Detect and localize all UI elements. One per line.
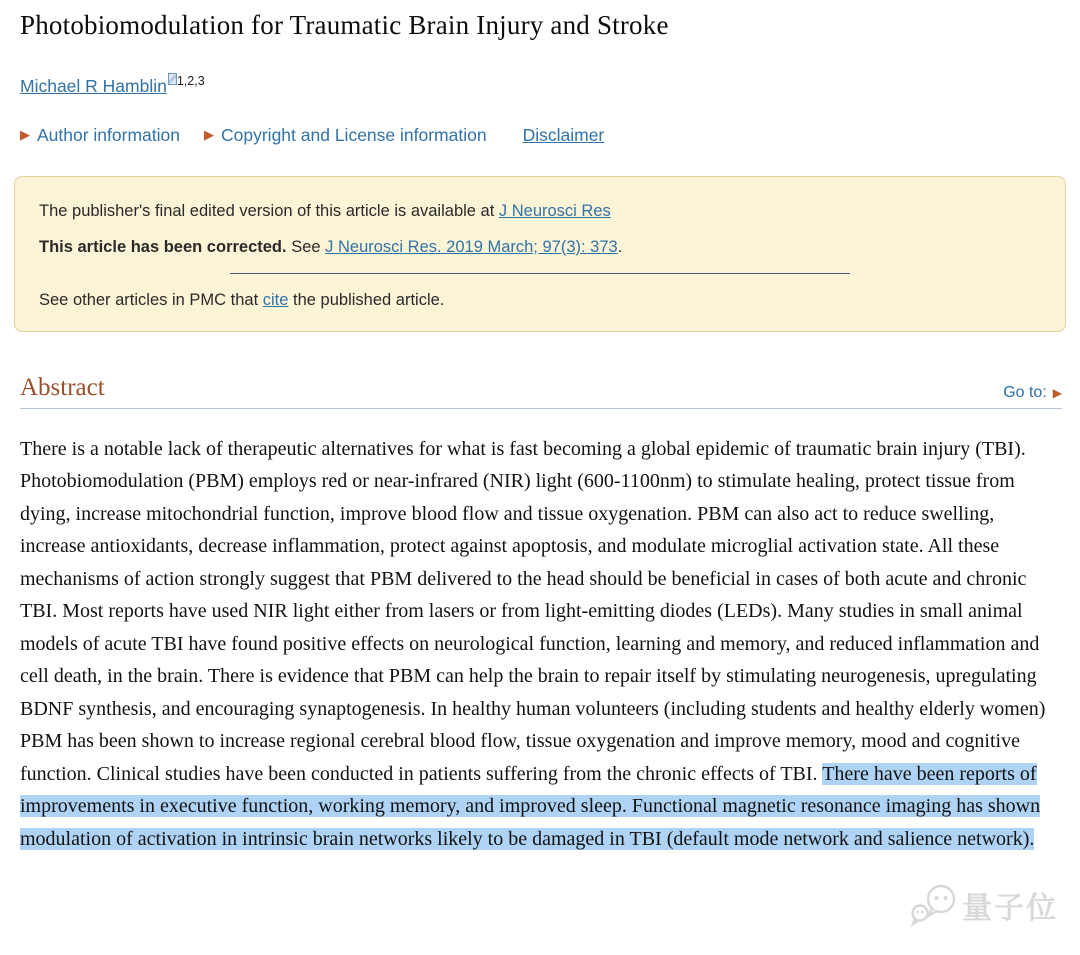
cite-pre-text: See other articles in PMC that <box>39 290 263 309</box>
article-title: Photobiomodulation for Traumatic Brain Injury and Stroke <box>20 10 669 40</box>
goto-control[interactable] <box>1003 384 1062 402</box>
abstract-paragraph <box>20 433 1062 856</box>
abstract-text-selected: There have been reports of improvements in executive function, working memory, and improved sleep. Functional magnetic resonance imaging has shown modulation of activation in intrinsic brain networks likely to be damaged in TBI (default mode network and salience network). <box>20 762 1041 850</box>
article-nav-links <box>20 125 1060 146</box>
abstract-text: There is a notable lack of therapeutic alternatives for what is fast becoming a global epidemic of traumatic brain injury (TBI). Photobiomodulation (PBM) employs red or near-infrared (NIR) light (600-1100nm) to stimulate healing, protect tissue from dying, increase mitochondrial function, improve blood flow and tissue oxygenation. PBM can also act to reduce swelling, increase antioxidants, decrease inflammation, protect against apoptosis, and modulate microglial activation state. All these mechanisms of action strongly suggest that PBM delivered to the head should be beneficial in cases of both acute and chronic TBI. Most reports have used NIR light either from lasers or from light-emitting diodes (LEDs). Many studies in small animal models of acute TBI have found positive effects on neurological function, learning and memory, and reduced inflammation and cell death, in the brain. There is evidence that PBM can help the brain to repair itself by stimulating neurogenesis, upregulating BDNF synthesis, and encouraging synaptogenesis. In healthy human volunteers (including students and healthy elderly women) PBM has been shown to increase regional cerebral blood flow, tissue oxygenation and improve memory, mood and cognitive function. Clinical studies have been conducted in patients suffering from the chronic effects of TBI. <box>20 437 1046 785</box>
abstract-heading: Abstract <box>20 373 105 401</box>
author-link[interactable]: Michael R Hamblin <box>20 75 167 96</box>
correction-see-text: See <box>286 237 326 256</box>
correction-period: . <box>617 237 623 256</box>
goto-arrow-icon: ▶ <box>1052 385 1062 400</box>
disclaimer-link[interactable]: Disclaimer <box>522 124 605 145</box>
arrow-right-icon: ▶ <box>204 127 214 143</box>
journal-link[interactable]: J Neurosci Res <box>498 201 611 220</box>
corresponding-author-envelope-icon <box>168 73 177 85</box>
correction-citation-link[interactable]: J Neurosci Res. 2019 March; 97(3): 373 <box>325 237 618 256</box>
author-row <box>20 73 1060 97</box>
cite-link[interactable]: cite <box>262 290 289 309</box>
publisher-version-line <box>39 201 1041 222</box>
copyright-license-link[interactable]: Copyright and License information <box>221 124 487 145</box>
qbitai-watermark <box>910 882 1058 928</box>
chat-bubbles-icon <box>910 882 962 928</box>
author-affiliation-superscript: 1,2,3 <box>176 74 205 88</box>
goto-label: Go to: <box>1003 383 1047 401</box>
abstract-section-header <box>20 374 1062 409</box>
publisher-version-text: The publisher's final edited version of this article is available at <box>39 201 499 220</box>
correction-bold-text: This article has been corrected. <box>39 237 287 256</box>
watermark-text: 量子位 <box>962 892 1058 925</box>
publisher-notice-box <box>14 176 1066 332</box>
cite-post-text: the published article. <box>288 290 445 309</box>
arrow-right-icon: ▶ <box>20 127 30 143</box>
notice-divider <box>230 273 850 274</box>
cite-line <box>39 290 1041 311</box>
correction-line <box>39 237 1041 258</box>
author-information-link[interactable]: Author information <box>37 124 180 145</box>
